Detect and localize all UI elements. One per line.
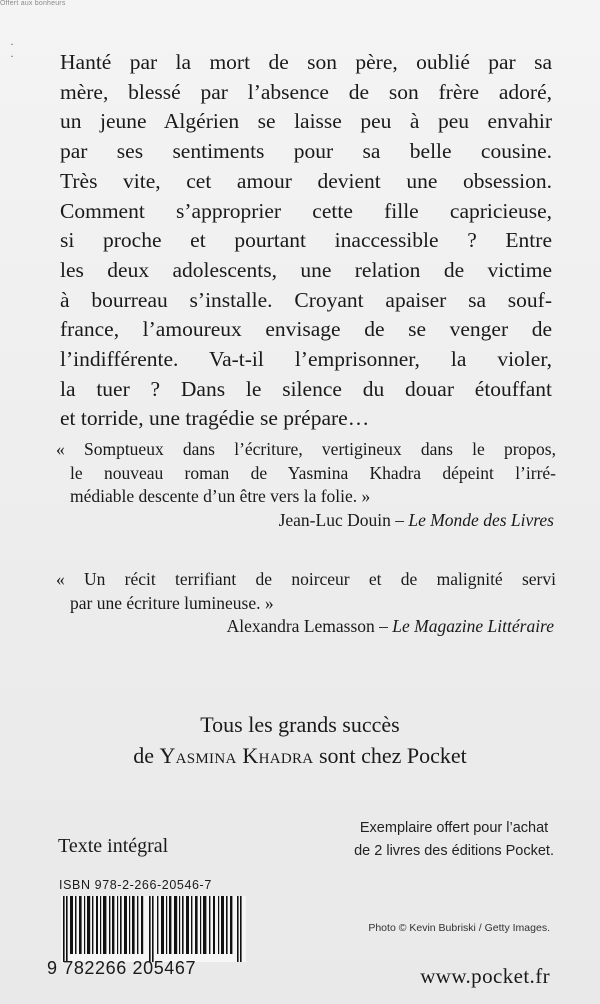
quote-attribution	[56, 615, 556, 639]
promo-post: sont chez Pocket	[318, 743, 467, 768]
offer-line-1: Exemplaire offert pour l’achat	[359, 820, 549, 836]
publisher-promo	[0, 709, 600, 771]
attribution-dash: –	[395, 509, 404, 530]
synopsis-line: à bourreau s’installe. Croyant apaiser sa souf-	[60, 287, 552, 312]
promo-line-2	[0, 740, 600, 771]
promo-line-1: Tous les grands succès	[200, 712, 400, 737]
barcode-icon	[61, 896, 246, 962]
synopsis-line: un jeune Algérien se laisse peu à peu envahir	[60, 109, 552, 134]
photo-credit: Photo © Kevin Bubriski / Getty Images.	[368, 922, 550, 934]
quote-source: Le Magazine Littéraire	[392, 616, 554, 636]
publisher-website[interactable]: www.pocket.fr	[420, 964, 550, 988]
barcode-digits: 9 782266 205467	[47, 958, 197, 978]
isbn: ISBN 978-2-266-20546-7	[59, 878, 212, 892]
press-quote-le-monde	[56, 438, 556, 532]
synopsis-line: si proche et pourtant inaccessible ? Entre	[60, 228, 552, 253]
watermark: Offert aux bonheurs	[0, 0, 66, 7]
quote-line: « Un récit terrifiant de noirceur et de malignité servi	[56, 569, 556, 589]
synopsis-line: mère, blessé par l’absence de son frère adoré,	[60, 79, 552, 104]
synopsis-line: par ses sentiments pour sa belle cousine.	[60, 139, 552, 164]
synopsis-line: et torride, une tragédie se prépare…	[60, 406, 370, 431]
synopsis-line: l’indifférente. Va-t-il l’emprisonner, la violer,	[60, 347, 552, 372]
quote-source: Le Monde des Livres	[408, 509, 554, 530]
synopsis	[60, 48, 552, 434]
synopsis-line: les deux adolescents, une relation de victime	[60, 257, 552, 282]
quote-line: « Somptueux dans l’écriture, vertigineux dans le propos,	[56, 439, 556, 459]
print-speck: · ·	[10, 37, 14, 63]
quote-line: le nouveau roman de Yasmina Khadra dépeint l’irré-	[70, 462, 556, 483]
synopsis-line: Hanté par la mort de son père, oublié par sa	[60, 50, 552, 74]
promo-pre: de	[133, 743, 154, 768]
quote-author: Alexandra Lemasson	[226, 616, 375, 636]
synopsis-line: Comment s’approprier cette fille capricieuse,	[60, 198, 552, 223]
quote-author: Jean-Luc Douin	[278, 509, 391, 530]
offer-notice	[354, 817, 554, 863]
attribution-dash: –	[379, 616, 388, 636]
synopsis-line: Très vite, cet amour devient une obsession.	[60, 168, 552, 193]
offer-line-2: de 2 livres des éditions Pocket.	[354, 843, 554, 859]
quote-line: par une écriture lumineuse. »	[70, 592, 274, 613]
quote-attribution	[56, 509, 556, 533]
press-quote-magazine-litteraire	[56, 568, 556, 639]
synopsis-line: france, l’amoureux envisage de se venger de	[60, 317, 552, 342]
synopsis-line: la tuer ? Dans le silence du douar étouffant	[60, 376, 552, 401]
texte-integral-label: Texte intégral	[58, 835, 169, 857]
quote-line: médiable descente d’un être vers la folie. »	[70, 486, 371, 506]
promo-author: Yasmina Khadra	[159, 743, 314, 768]
